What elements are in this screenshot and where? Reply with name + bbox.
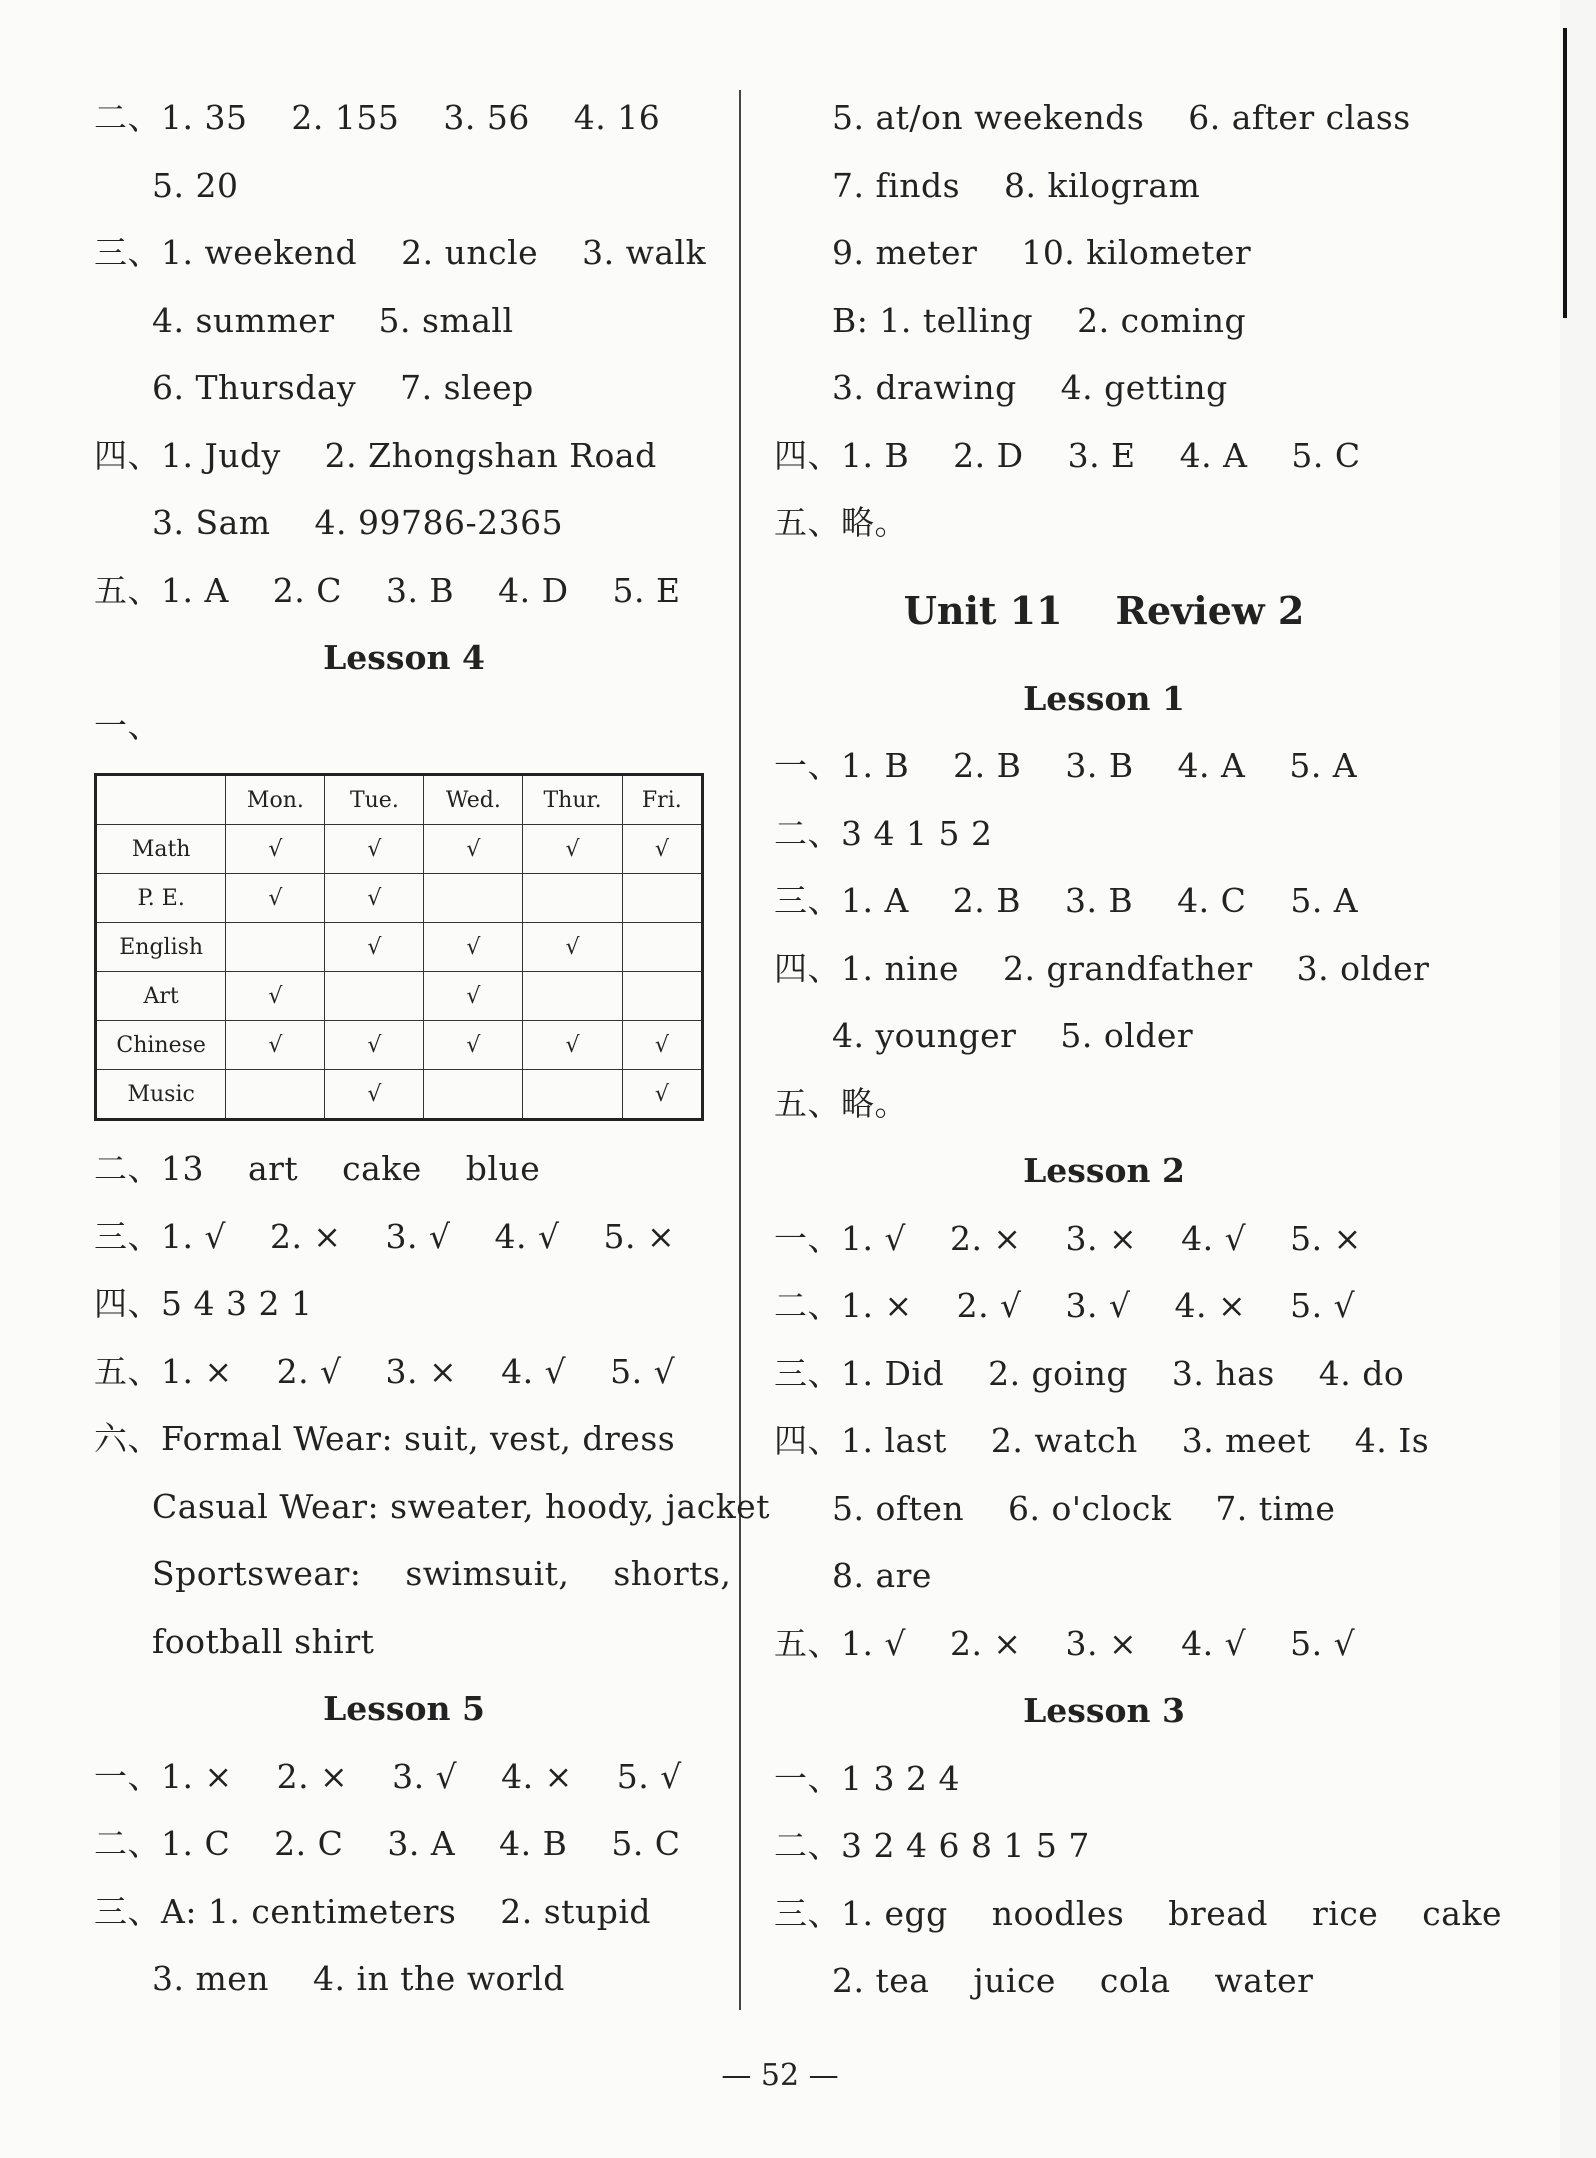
answer-line: 二、1. C 2. C 3. A 4. B 5. C bbox=[94, 1824, 681, 1863]
unit-title: Unit 11 Review 2 bbox=[903, 587, 1305, 633]
subject-cell: English bbox=[96, 923, 226, 972]
lesson-heading: Lesson 3 bbox=[1023, 1691, 1185, 1730]
check-cell: √ bbox=[325, 923, 424, 972]
answers-block bbox=[774, 1745, 1502, 2015]
check-cell: √ bbox=[325, 1070, 424, 1120]
check-cell: √ bbox=[523, 1021, 622, 1070]
table-row bbox=[96, 874, 703, 923]
answers-block bbox=[774, 1205, 1434, 1678]
answer-line: 五、1. A 2. C 3. B 4. D 5. E bbox=[94, 570, 681, 610]
table-header-cell: Thur. bbox=[523, 775, 622, 825]
table-header-cell: Fri. bbox=[622, 775, 702, 825]
check-cell: √ bbox=[226, 1021, 325, 1070]
answer-line: 5. at/on weekends 6. after class bbox=[832, 98, 1411, 137]
answer-line: 二、3 4 1 5 2 bbox=[774, 813, 993, 853]
subject-cell: Chinese bbox=[96, 1021, 226, 1070]
table-row bbox=[96, 1070, 703, 1120]
answer-line: 7. finds 8. kilogram bbox=[832, 165, 1201, 205]
answer-line: 四、1. B 2. D 3. E 4. A 5. C bbox=[774, 435, 1361, 475]
table-header-row bbox=[96, 775, 703, 825]
lesson-heading: Lesson 5 bbox=[323, 1689, 485, 1728]
answers-block bbox=[94, 1743, 714, 2013]
answer-line: Sportswear: swimsuit, shorts, bbox=[152, 1554, 732, 1593]
check-cell: √ bbox=[622, 825, 702, 874]
answer-line: 五、略。 bbox=[774, 1083, 908, 1123]
check-cell bbox=[622, 923, 702, 972]
answer-line: 8. are bbox=[832, 1556, 932, 1595]
left-column bbox=[94, 84, 770, 2013]
answer-line: 3. men 4. in the world bbox=[152, 1959, 565, 1998]
answer-line: 一、1 3 2 4 bbox=[774, 1758, 960, 1798]
answer-line: 5. 20 bbox=[152, 165, 239, 205]
check-cell bbox=[226, 923, 325, 972]
page-number: — 52 — bbox=[721, 2058, 839, 2093]
answer-line: 二、1. 35 2. 155 3. 56 4. 16 bbox=[94, 98, 661, 137]
answer-line: 四、1. last 2. watch 3. meet 4. Is bbox=[774, 1421, 1430, 1460]
answers-block bbox=[774, 732, 1434, 1137]
check-cell bbox=[424, 1070, 523, 1120]
check-cell bbox=[424, 874, 523, 923]
answer-line: 五、1. × 2. √ 3. × 4. √ 5. √ bbox=[94, 1351, 676, 1391]
lesson-heading: Lesson 2 bbox=[1023, 1151, 1185, 1190]
check-cell: √ bbox=[523, 825, 622, 874]
check-cell bbox=[523, 1070, 622, 1120]
subject-cell: Art bbox=[96, 972, 226, 1021]
answer-line: 4. younger 5. older bbox=[832, 1016, 1194, 1055]
answer-line: 一、1. × 2. × 3. √ 4. × 5. √ bbox=[94, 1756, 682, 1796]
answer-line: 一、1. √ 2. × 3. × 4. √ 5. × bbox=[774, 1218, 1362, 1258]
answer-line: 六、Formal Wear: suit, vest, dress bbox=[94, 1419, 676, 1458]
answer-line: 9. meter 10. kilometer bbox=[832, 233, 1252, 272]
check-cell: √ bbox=[424, 1021, 523, 1070]
answer-line: 四、1. Judy 2. Zhongshan Road bbox=[94, 435, 657, 475]
table-row bbox=[96, 825, 703, 874]
answer-line: 2. tea juice cola water bbox=[832, 1961, 1314, 2000]
check-cell bbox=[226, 1070, 325, 1120]
answer-line: 四、1. nine 2. grandfather 3. older bbox=[774, 948, 1430, 988]
table-row bbox=[96, 972, 703, 1021]
column-divider bbox=[739, 90, 741, 2010]
answer-line: 三、A: 1. centimeters 2. stupid bbox=[94, 1891, 652, 1931]
answer-line: Casual Wear: sweater, hoody, jacket bbox=[152, 1486, 770, 1526]
answer-line: 三、1. egg noodles bread rice cake bbox=[774, 1893, 1502, 1933]
answer-line: 二、1. × 2. √ 3. √ 4. × 5. √ bbox=[774, 1286, 1356, 1325]
answer-line: football shirt bbox=[152, 1621, 375, 1661]
check-cell bbox=[622, 874, 702, 923]
section-label: 一、 bbox=[94, 705, 161, 745]
check-cell: √ bbox=[523, 923, 622, 972]
check-cell: √ bbox=[226, 874, 325, 923]
page-edge-line bbox=[1563, 28, 1567, 318]
right-column bbox=[774, 84, 1502, 2015]
check-cell: √ bbox=[424, 923, 523, 972]
lesson-heading: Lesson 4 bbox=[323, 638, 485, 677]
check-cell: √ bbox=[622, 1021, 702, 1070]
answer-line: 3. drawing 4. getting bbox=[832, 368, 1228, 407]
subject-cell: Math bbox=[96, 825, 226, 874]
schedule-table bbox=[94, 773, 704, 1121]
answer-line: 五、略。 bbox=[774, 503, 908, 542]
table-header-cell: Wed. bbox=[424, 775, 523, 825]
check-cell: √ bbox=[325, 1021, 424, 1070]
answer-line: 三、1. weekend 2. uncle 3. walk bbox=[94, 233, 707, 272]
check-cell: √ bbox=[424, 825, 523, 874]
answer-line: 5. often 6. o'clock 7. time bbox=[832, 1488, 1336, 1528]
table-row bbox=[96, 1021, 703, 1070]
check-cell: √ bbox=[622, 1070, 702, 1120]
subject-cell: P. E. bbox=[96, 874, 226, 923]
answer-line: 五、1. √ 2. × 3. × 4. √ 5. √ bbox=[774, 1623, 1356, 1663]
answer-line: 3. Sam 4. 99786-2365 bbox=[152, 503, 564, 542]
check-cell bbox=[523, 972, 622, 1021]
check-cell: √ bbox=[325, 825, 424, 874]
table-header-cell: Mon. bbox=[226, 775, 325, 825]
check-cell: √ bbox=[325, 874, 424, 923]
answer-line: B: 1. telling 2. coming bbox=[832, 300, 1247, 340]
check-cell bbox=[622, 972, 702, 1021]
check-cell: √ bbox=[226, 972, 325, 1021]
check-cell bbox=[523, 874, 622, 923]
check-cell: √ bbox=[424, 972, 523, 1021]
answer-line: 6. Thursday 7. sleep bbox=[152, 368, 534, 407]
answer-line: 四、5 4 3 2 1 bbox=[94, 1284, 313, 1323]
check-cell bbox=[325, 972, 424, 1021]
table-header-cell: Tue. bbox=[325, 775, 424, 825]
answer-line: 三、1. √ 2. × 3. √ 4. √ 5. × bbox=[94, 1216, 676, 1256]
answer-line: 二、3 2 4 6 8 1 5 7 bbox=[774, 1826, 1090, 1865]
check-cell: √ bbox=[226, 825, 325, 874]
answers-block bbox=[94, 84, 714, 624]
subject-cell: Music bbox=[96, 1070, 226, 1120]
answer-line: 三、1. A 2. B 3. B 4. C 5. A bbox=[774, 881, 1359, 920]
answer-line: 二、13 art cake blue bbox=[94, 1149, 541, 1188]
table-header-cell bbox=[96, 775, 226, 825]
answer-line: 一、1. B 2. B 3. B 4. A 5. A bbox=[774, 746, 1358, 785]
lesson-heading: Lesson 1 bbox=[1023, 678, 1185, 718]
answer-line: 三、1. Did 2. going 3. has 4. do bbox=[774, 1353, 1405, 1393]
answers-block bbox=[774, 84, 1434, 557]
answer-line: 4. summer 5. small bbox=[152, 300, 514, 340]
answers-block bbox=[94, 1135, 770, 1675]
table-row bbox=[96, 923, 703, 972]
